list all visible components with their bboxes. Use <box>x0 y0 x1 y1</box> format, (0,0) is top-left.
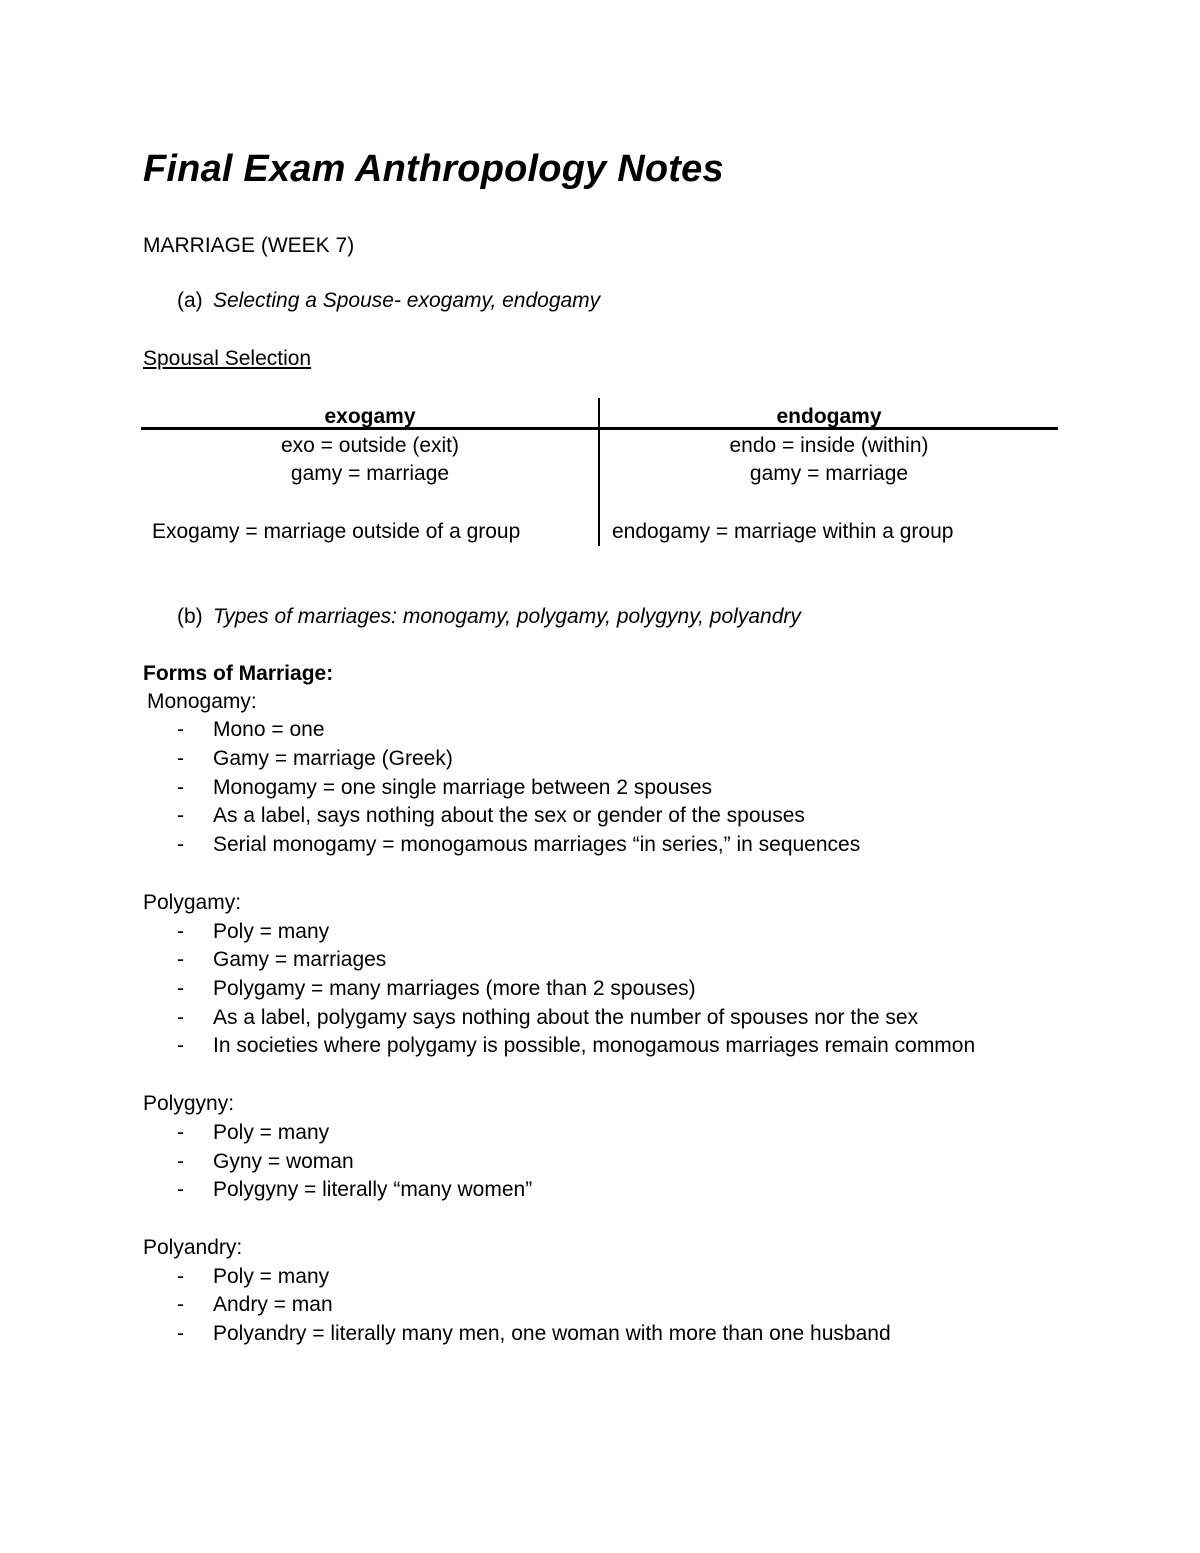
exogamy-definition: Exogamy = marriage outside of a group <box>152 520 521 543</box>
monogamy-heading: Monogamy: <box>147 690 257 713</box>
forms-of-marriage-heading: Forms of Marriage: <box>143 662 334 685</box>
list-item: Poly = many <box>213 920 330 943</box>
item-a-label: (a) <box>177 289 203 312</box>
list-item: Polyandry = literally many men, one woman with more than one husband <box>213 1322 891 1345</box>
exogamy-line: gamy = marriage <box>290 462 450 485</box>
bullet-dash: - <box>177 977 184 1000</box>
bullet-dash: - <box>177 1006 184 1029</box>
bullet-dash: - <box>177 1034 184 1057</box>
polygamy-heading: Polygamy: <box>143 891 242 914</box>
bullet-dash: - <box>177 718 184 741</box>
bullet-dash: - <box>177 1293 184 1316</box>
bullet-dash: - <box>177 776 184 799</box>
endogamy-definition: endogamy = marriage within a group <box>612 520 954 543</box>
bullet-dash: - <box>177 948 184 971</box>
list-item: In societies where polygamy is possible, monogamous marriages remain common <box>213 1034 976 1057</box>
bullet-dash: - <box>177 833 184 856</box>
item-b-text: Types of marriages: monogamy, polygamy, polygyny, polyandry <box>213 605 801 628</box>
spousal-selection-heading: Spousal Selection <box>143 347 312 370</box>
bullet-dash: - <box>177 1150 184 1173</box>
list-item: As a label, says nothing about the sex or gender of the spouses <box>213 804 805 827</box>
bullet-dash: - <box>177 1178 184 1201</box>
bullet-dash: - <box>177 1322 184 1345</box>
list-item: Monogamy = one single marriage between 2 spouses <box>213 776 713 799</box>
exogamy-header: exogamy <box>324 405 416 428</box>
polyandry-heading: Polyandry: <box>143 1236 243 1259</box>
item-b-label: (b) <box>177 605 203 628</box>
bullet-dash: - <box>177 804 184 827</box>
list-item: Poly = many <box>213 1121 330 1144</box>
polygyny-heading: Polygyny: <box>143 1092 235 1115</box>
bullet-dash: - <box>177 1121 184 1144</box>
list-item: Poly = many <box>213 1265 330 1288</box>
exogamy-line: exo = outside (exit) <box>280 434 459 457</box>
document-title: Final Exam Anthropology Notes <box>143 148 724 190</box>
list-item: As a label, polygamy says nothing about the number of spouses nor the sex <box>213 1006 919 1029</box>
endogamy-line: endo = inside (within) <box>729 434 929 457</box>
list-item: Gamy = marriages <box>213 948 387 971</box>
bullet-dash: - <box>177 1265 184 1288</box>
endogamy-header: endogamy <box>776 405 882 428</box>
item-a-text: Selecting a Spouse- exogamy, endogamy <box>213 289 601 312</box>
list-item: Polygyny = literally “many women” <box>213 1178 533 1201</box>
endogamy-line: gamy = marriage <box>749 462 909 485</box>
list-item: Serial monogamy = monogamous marriages “in series,” in sequences <box>213 833 861 856</box>
list-item: Andry = man <box>213 1293 333 1316</box>
list-item: Polygamy = many marriages (more than 2 spouses) <box>213 977 696 1000</box>
section-heading: MARRIAGE (WEEK 7) <box>143 234 355 257</box>
list-item: Mono = one <box>213 718 325 741</box>
list-item: Gamy = marriage (Greek) <box>213 747 453 770</box>
bullet-dash: - <box>177 920 184 943</box>
bullet-dash: - <box>177 747 184 770</box>
list-item: Gyny = woman <box>213 1150 354 1173</box>
